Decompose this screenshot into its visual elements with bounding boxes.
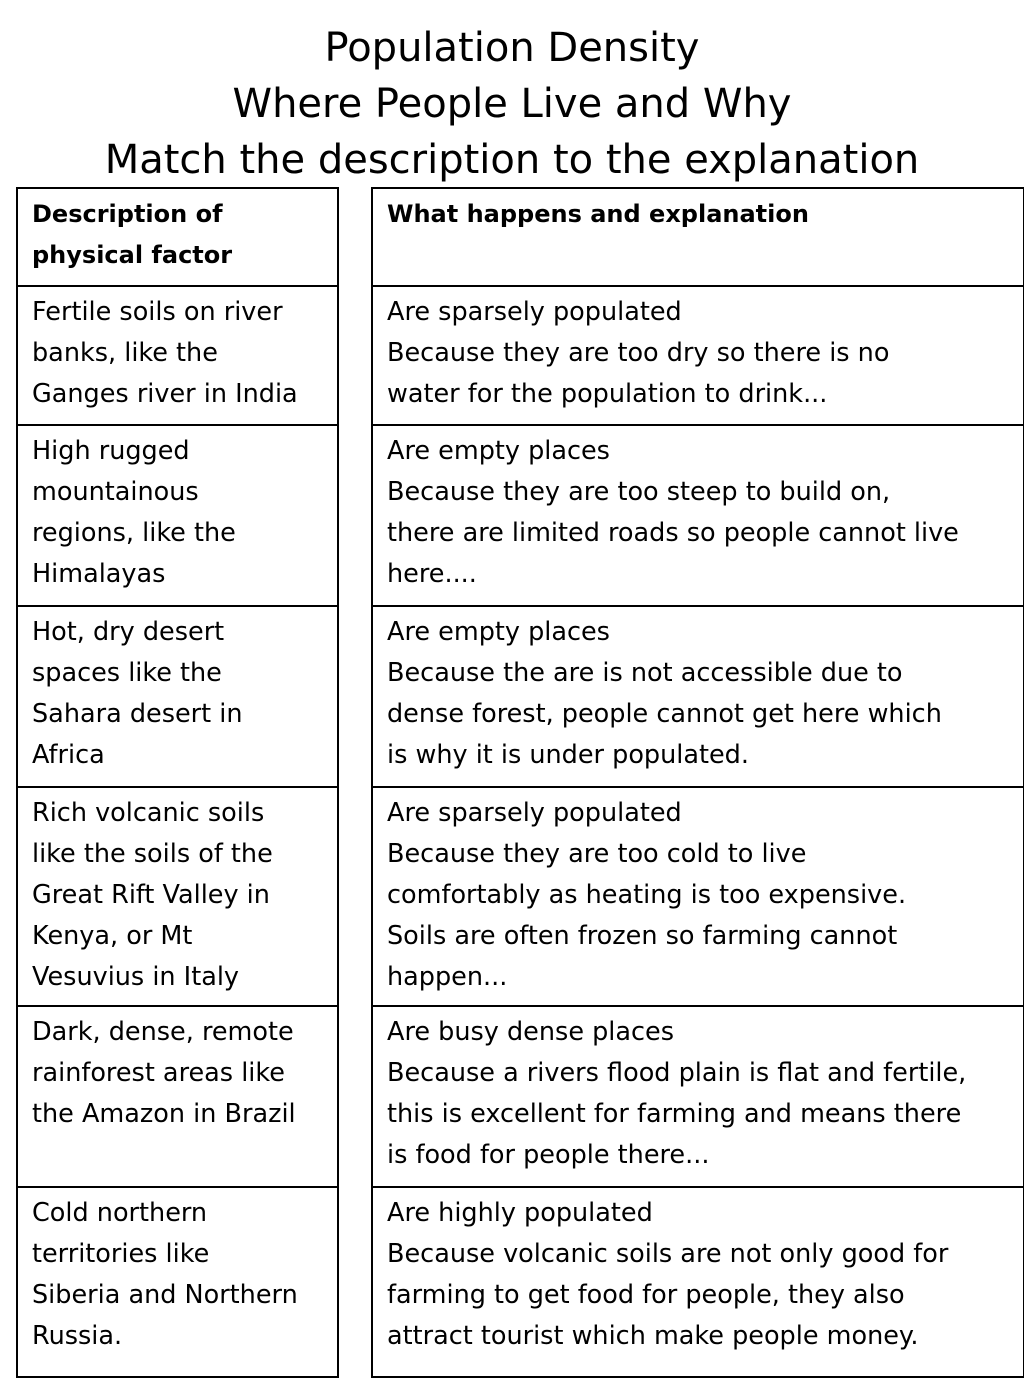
cell-line: is food for people there...: [387, 1140, 710, 1170]
page-title: [0, 20, 1024, 188]
description-header-cell: [17, 188, 338, 286]
cell-line: banks, like the: [32, 338, 218, 368]
cell-line: Are empty places: [387, 617, 610, 647]
cell-line: water for the population to drink...: [387, 379, 828, 409]
cell-line: Hot, dry desert: [32, 617, 225, 647]
header-line: What happens and explanation: [387, 200, 809, 228]
instruction-line: Match the description to the explanation: [104, 137, 920, 183]
cell-line: Great Rift Valley in: [32, 880, 270, 910]
cell-line: Because they are too dry so there is no: [387, 338, 890, 368]
header-line: Description of: [32, 200, 223, 228]
cell-line: is why it is under populated.: [387, 740, 749, 770]
explanation-table: [371, 187, 1024, 1378]
cell-line: dense forest, people cannot get here which: [387, 699, 942, 729]
cell-line: there are limited roads so people cannot live: [387, 518, 959, 548]
cell-line: Siberia and Northern: [32, 1280, 298, 1310]
cell-line: Russia.: [32, 1321, 123, 1351]
description-cell: [17, 1006, 338, 1187]
cell-line: mountainous: [32, 477, 199, 507]
cell-line: here....: [387, 559, 477, 589]
cell-line: Fertile soils on river: [32, 297, 283, 327]
explanation-cell: [372, 787, 1024, 1006]
cell-line: rainforest areas like: [32, 1058, 285, 1088]
description-cell: [17, 425, 338, 606]
cell-line: regions, like the: [32, 518, 236, 548]
explanation-cell: [372, 606, 1024, 787]
cell-line: Are sparsely populated: [387, 798, 682, 828]
cell-line: Himalayas: [32, 559, 166, 589]
cell-line: like the soils of the: [32, 839, 273, 869]
cell-line: Are highly populated: [387, 1198, 653, 1228]
description-cell: [17, 787, 338, 1006]
cell-line: Ganges river in India: [32, 379, 298, 409]
cell-line: happen...: [387, 962, 508, 992]
cell-line: comfortably as heating is too expensive.: [387, 880, 907, 910]
description-cell: [17, 1187, 338, 1377]
cell-line: spaces like the: [32, 658, 222, 688]
header-line: physical factor: [32, 241, 233, 269]
cell-line: Kenya, or Mt: [32, 921, 193, 951]
description-table: [16, 187, 339, 1378]
cell-line: Sahara desert in: [32, 699, 243, 729]
cell-line: territories like: [32, 1239, 210, 1269]
cell-line: Because volcanic soils are not only good for: [387, 1239, 949, 1269]
explanation-cell: [372, 1006, 1024, 1187]
cell-line: the Amazon in Brazil: [32, 1099, 296, 1129]
cell-line: Because they are too steep to build on,: [387, 477, 891, 507]
explanation-cell: [372, 286, 1024, 425]
cell-line: Africa: [32, 740, 105, 770]
subtitle-line: Where People Live and Why: [232, 81, 792, 127]
cell-line: Soils are often frozen so farming cannot: [387, 921, 898, 951]
title-line: Population Density: [324, 25, 700, 71]
cell-line: Because they are too cold to live: [387, 839, 807, 869]
cell-line: this is excellent for farming and means there: [387, 1099, 962, 1129]
cell-line: Cold northern: [32, 1198, 208, 1228]
cell-line: Dark, dense, remote: [32, 1017, 294, 1047]
description-cell: [17, 286, 338, 425]
cell-line: Are empty places: [387, 436, 610, 466]
cell-line: Because the are is not accessible due to: [387, 658, 903, 688]
description-cell: [17, 606, 338, 787]
cell-line: High rugged: [32, 436, 190, 466]
cell-line: farming to get food for people, they also: [387, 1280, 905, 1310]
cell-line: Are sparsely populated: [387, 297, 682, 327]
cell-line: Rich volcanic soils: [32, 798, 265, 828]
explanation-header-cell: [372, 188, 1024, 286]
cell-line: attract tourist which make people money.: [387, 1321, 919, 1351]
cell-line: Are busy dense places: [387, 1017, 674, 1047]
explanation-cell: [372, 1187, 1024, 1377]
cell-line: Vesuvius in Italy: [32, 962, 240, 992]
cell-line: Because a rivers flood plain is flat and fertile,: [387, 1058, 967, 1088]
explanation-cell: [372, 425, 1024, 606]
